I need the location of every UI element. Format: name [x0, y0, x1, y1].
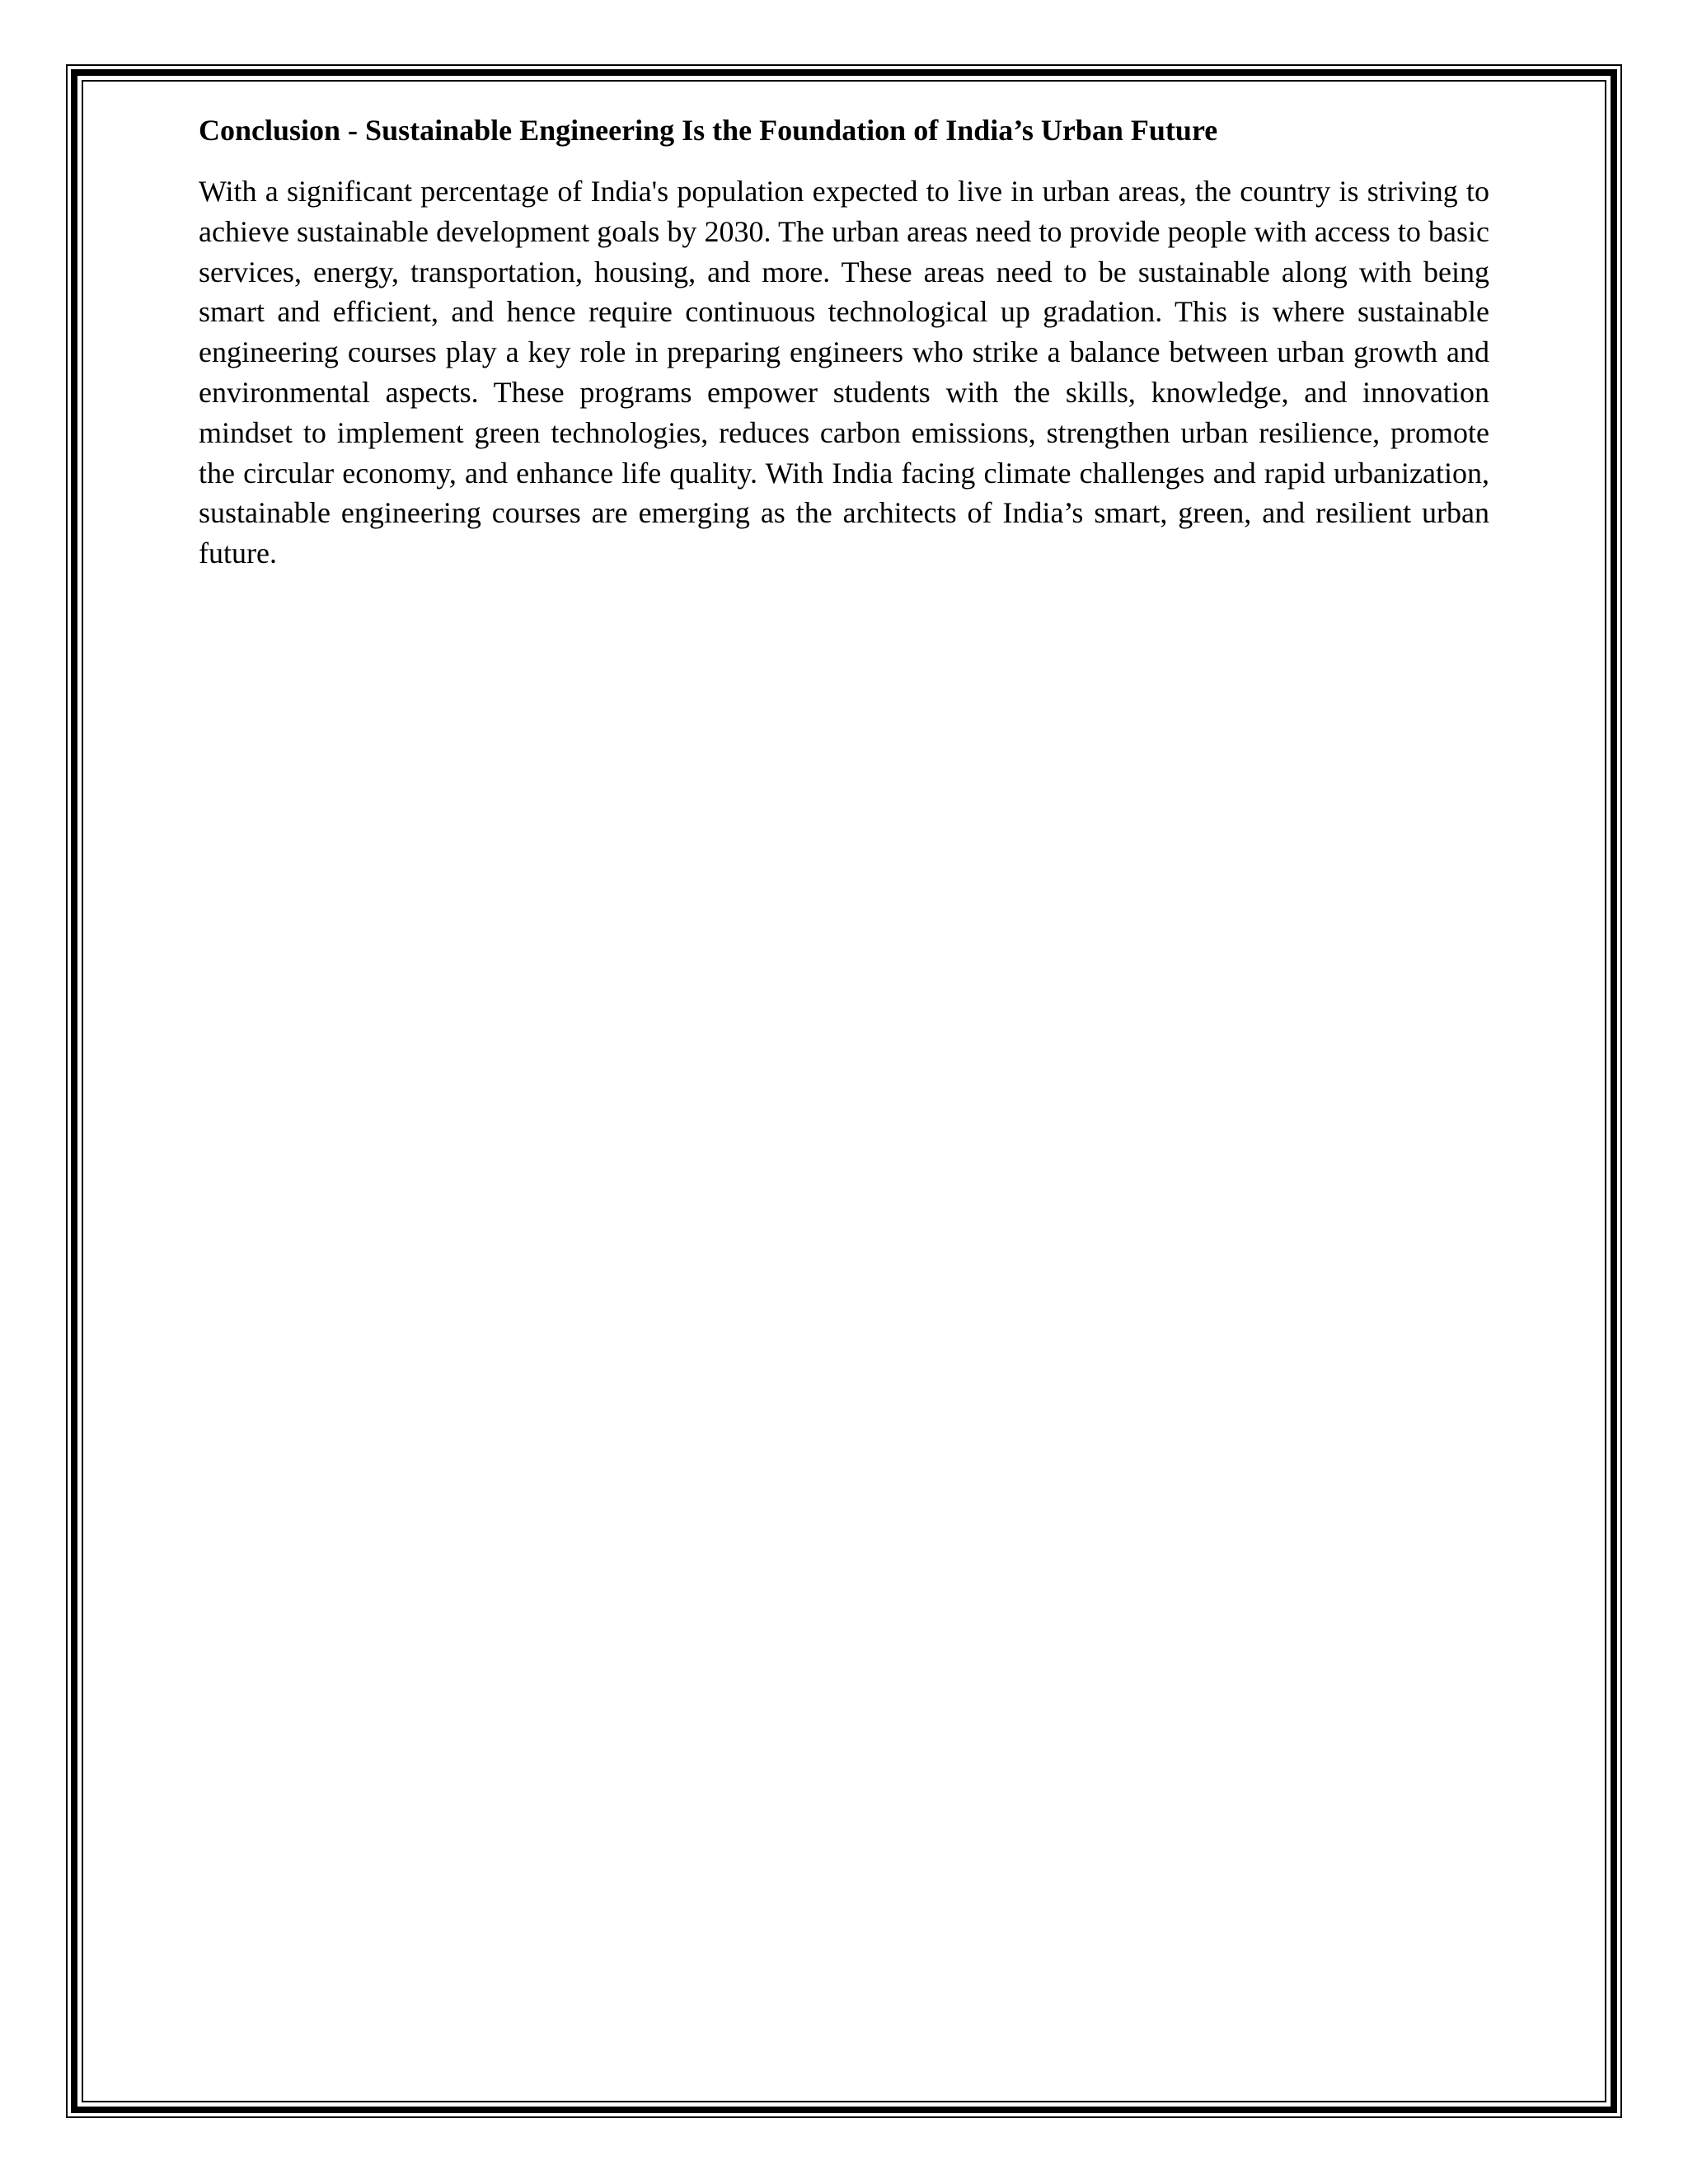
conclusion-paragraph: With a significant percentage of India's population expected to live in urban areas, the country is striving to achieve sustainable development goals by 2030. The urban areas need to provide people with access to basic services, energy, transportation, housing, and more. These areas need to be sustainable along with being smart and efficient, and hence require continuous technological up gradation. This is where sustainable engineering courses play a key role in preparing engineers who strike a balance between urban growth and environmental aspects. These programs empower students with the skills, knowledge, and innovation mindset to implement green technologies, reduces carbon emissions, strengthen urban resilience, promote the circular economy, and enhance life quality. With India facing climate challenges and rapid urbanization, sustainable engineering courses are emerging as the architects of India’s smart, green, and resilient urban future. — [199, 175, 1489, 570]
document-content — [199, 110, 1489, 574]
section-heading: Conclusion - Sustainable Engineering Is the Foundation of India’s Urban Future — [199, 114, 1218, 147]
